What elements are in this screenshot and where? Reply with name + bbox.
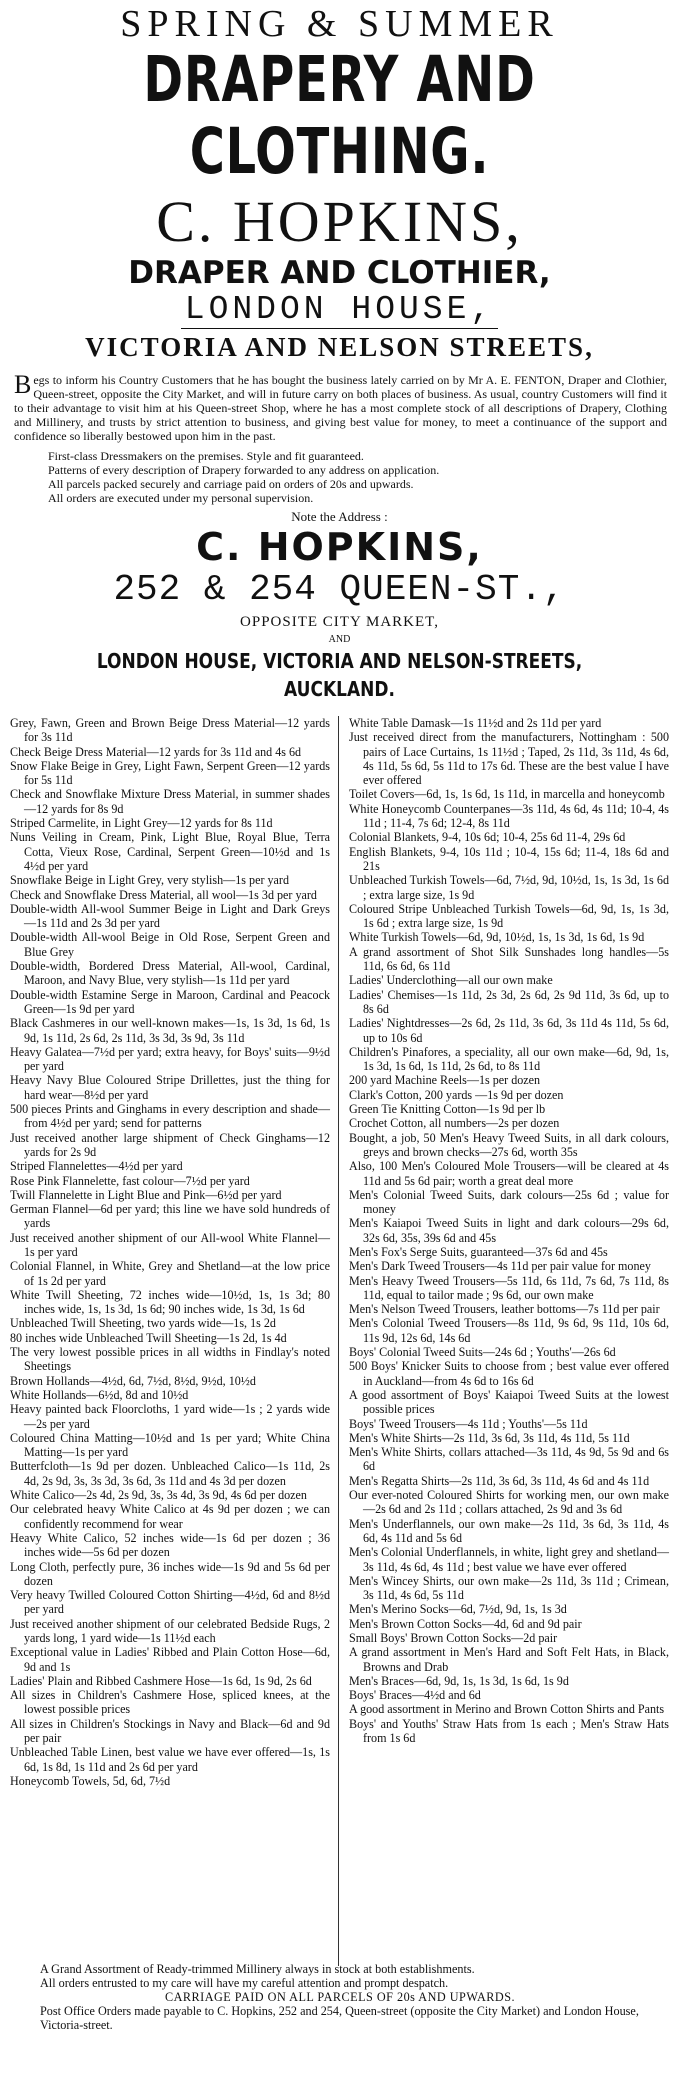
price-list-item: Double-width All-wool Summer Beige in Light and Dark Greys—1s 11d and 2s 3d per yard bbox=[10, 901, 330, 931]
intro-paragraph bbox=[14, 370, 667, 443]
footer bbox=[10, 1962, 670, 2032]
price-list-item: Clark's Cotton, 200 yards —1s 9d per dozen bbox=[349, 1087, 564, 1102]
price-list-item: Nuns Veiling in Cream, Pink, Light Blue, Royal Blue, Terra Cotta, Vieux Rose, Cardinal, Serpent Green—10½d and 1s 4½d per yard bbox=[10, 830, 330, 873]
price-list-item: Men's White Shirts, collars attached—3s 11d, 4s 9d, 5s 9d and 6s 6d bbox=[349, 1445, 669, 1474]
price-list-item: A grand assortment in Men's Hard and Soft Felt Hats, in Black, Browns and Drab bbox=[349, 1645, 669, 1674]
price-list-item: Toilet Covers—6d, 1s, 1s 6d, 1s 11d, in marcella and honeycomb bbox=[349, 787, 665, 802]
price-list-item: Men's Heavy Tweed Trousers—5s 11d, 6s 11d, 7s 6d, 7s 11d, 8s 11d, equal to tailor made ; 9s 6d, our own make bbox=[349, 1273, 669, 1302]
price-list-item: Honeycomb Towels, 5d, 6d, 7½d bbox=[10, 1773, 171, 1788]
price-list-item: A grand assortment of Shot Silk Sunshades long handles—5s 11d, 6s 6d, 6s 11d bbox=[349, 944, 669, 974]
price-list-item: Check and Snowflake Mixture Dress Material, in summer shades—12 yards for 8s 9d bbox=[10, 787, 330, 816]
price-list-item: Men's Nelson Tweed Trousers, leather bottoms—7s 11d per pair bbox=[349, 1302, 660, 1317]
note-line: All orders are executed under my personal supervision. bbox=[48, 491, 314, 505]
price-list-item: Ladies' Nightdresses—2s 6d, 2s 11d, 3s 6d, 3s 11d 4s 11d, 5s 6d, up to 10s 6d bbox=[349, 1016, 669, 1045]
price-list-item: Colonial Flannel, in White, Grey and Shetland—at the low price of 1s 2d per yard bbox=[10, 1259, 330, 1288]
price-list-item: Bought, a job, 50 Men's Heavy Tweed Suits, in all dark colours, greys and brown checks—27s 6d, worth 35s bbox=[349, 1130, 669, 1159]
price-list-item: Also, 100 Men's Coloured Mole Trousers—will be cleared at 4s 11d and 5s 6d pair; worth a great deal more bbox=[349, 1159, 669, 1188]
price-list-item: 200 yard Machine Reels—1s per dozen bbox=[349, 1073, 541, 1088]
footer-orders: All orders entrusted to my care will have my careful attention and prompt despatch. bbox=[40, 1976, 449, 1990]
price-list-item: Striped Flannelettes—4½d per yard bbox=[10, 1159, 183, 1174]
intro-text: egs to inform his Country Customers that he has bought the business lately carried on by Mr A. E. FENTON, Draper and Clothier, Queen-street, opposite the City Market, and will in future carry on both places of business. As usual, country Customers will find it to their advantage to visit him at his Queen-street Shop, where he has a most complete stock of all descriptions of Drapery, Clothing and Millinery, and trusts by strict attention to business, and giving best value for money, to meet a continuance of the support and confidence so liberally bestowed upon him in the past. bbox=[14, 373, 667, 443]
intro-dropcap: B bbox=[14, 370, 32, 399]
service-notes bbox=[48, 449, 679, 505]
headline-drapery-clothing: DRAPERY AND CLOTHING. bbox=[143, 43, 536, 188]
price-list-item: Ladies' Plain and Ribbed Cashmere Hose—1s 6d, 1s 9d, 2s 6d bbox=[10, 1673, 312, 1688]
price-list-item: The very lowest possible prices in all widths in Findlay's noted Sheetings bbox=[10, 1345, 330, 1374]
note-line: All parcels packed securely and carriage paid on orders of 20s and upwards. bbox=[48, 477, 414, 491]
price-list-item: Grey, Fawn, Green and Brown Beige Dress Material—12 yards for 3s 11d bbox=[10, 716, 330, 745]
price-list-item: White Honeycomb Counterpanes—3s 11d, 4s 6d, 4s 11d; 10-4, 4s 11d ; 11-4, 7s 6d; 12-4, 8s 11d bbox=[349, 801, 669, 831]
address-opposite: OPPOSITE CITY MARKET, bbox=[240, 614, 439, 630]
price-list-item: 500 Boys' Knicker Suits to choose from ; best value ever offered in Auckland—from 4s 6d to 16s 6d bbox=[349, 1359, 669, 1388]
price-list-item: Colonial Blankets, 9-4, 10s 6d; 10-4, 25s 6d 11-4, 29s 6d bbox=[349, 830, 626, 845]
note-line: First-class Dressmakers on the premises. Style and fit guaranteed. bbox=[48, 449, 364, 463]
price-list-item: All sizes in Children's Cashmere Hose, spliced knees, at the lowest possible prices bbox=[10, 1688, 330, 1717]
price-list-item: Snowflake Beige in Light Grey, very stylish—1s per yard bbox=[10, 873, 289, 888]
price-list-item: Long Cloth, perfectly pure, 36 inches wide—1s 9d and 5s 6d per dozen bbox=[10, 1559, 330, 1588]
headline-house-wrap bbox=[0, 292, 679, 329]
headline-london-house: LONDON HOUSE, bbox=[181, 292, 498, 329]
price-list-item: Just received another large shipment of Check Ginghams—12 yards for 2s 9d bbox=[10, 1130, 330, 1159]
headline-streets: VICTORIA AND NELSON STREETS, bbox=[85, 332, 594, 362]
price-list-item: Heavy White Calico, 52 inches wide—1s 6d per dozen ; 36 inches wide—5s 6d per dozen bbox=[10, 1530, 330, 1560]
price-list-item: Crochet Cotton, all numbers—2s per dozen bbox=[349, 1116, 560, 1131]
price-list-item: Men's Underflannels, our own make—2s 11d, 3s 6d, 3s 11d, 4s 6d, 4s 11d and 5s 6d bbox=[349, 1516, 669, 1545]
price-list-item: Snow Flake Beige in Grey, Light Fawn, Serpent Green—12 yards for 5s 11d bbox=[10, 758, 330, 788]
price-list-item: Boys' Braces—4½d and 6d bbox=[349, 1688, 481, 1703]
price-list-item: English Blankets, 9-4, 10s 11d ; 10-4, 15s 6d; 11-4, 18s 6d and 21s bbox=[349, 844, 669, 873]
price-list-item: White Table Damask—1s 11½d and 2s 11d per yard bbox=[349, 716, 602, 730]
price-list-item: Men's Colonial Underflannels, in white, light grey and shetland—3s 11d, 4s 6d, 4s 11d ; best value we have ever offered bbox=[349, 1545, 669, 1574]
price-list-item: Ladies' Chemises—1s 11d, 2s 3d, 2s 6d, 2s 9d 11d, 3s 6d, up to 8s 6d bbox=[349, 987, 669, 1016]
price-list-item: Our ever-noted Coloured Shirts for working men, our own make—2s 6d and 2s 11d ; collars attached, 2s 9d and 3s 6d bbox=[349, 1488, 669, 1517]
price-list-item: Children's Pinafores, a speciality, all our own make—6d, 9d, 1s, 1s 3d, 1s 6d, 1s 11d, 2s 6d, to 8s 11d bbox=[349, 1044, 669, 1074]
headline-spring-summer: SPRING & SUMMER bbox=[120, 3, 559, 45]
price-list-item: White Twill Sheeting, 72 inches wide—10½d, 1s, 1s 3d; 80 inches wide, 1s, 1s 3d, 1s 6d; 90 inches wide, 1s 3d, 1s 6d bbox=[10, 1287, 330, 1317]
headline-merchant-name: C. HOPKINS, bbox=[156, 189, 523, 254]
price-list-item: 80 inches wide Unbleached Twill Sheeting—1s 2d, 1s 4d bbox=[10, 1330, 287, 1345]
price-list-item: 500 pieces Prints and Ginghams in every description and shade—from 4½d per yard; send for patterns bbox=[10, 1102, 330, 1131]
footer-post-office: Post Office Orders made payable to C. Hopkins, 252 and 254, Queen-street (opposite the City Market) and London House, Victoria-street. bbox=[40, 2004, 639, 2032]
price-list-item: Boys' and Youths' Straw Hats from 1s each ; Men's Straw Hats from 1s 6d bbox=[349, 1716, 669, 1746]
price-list-item: Men's Braces—6d, 9d, 1s, 1s 3d, 1s 6d, 1s 9d bbox=[349, 1673, 569, 1688]
price-list-item: Just received another shipment of our All-wool White Flannel—1s per yard bbox=[10, 1230, 330, 1259]
price-list-item: Men's Colonial Tweed Trousers—8s 11d, 9s 6d, 9s 11d, 10s 6d, 11s 9d, 12s 6d, 14s 6d bbox=[349, 1316, 669, 1345]
price-list-item: Coloured China Matting—10½d and 1s per yard; White China Matting—1s per yard bbox=[10, 1430, 330, 1460]
price-list-item: Unbleached Turkish Towels—6d, 7½d, 9d, 10½d, 1s, 1s 3d, 1s 6d ; extra large size, 1s 9d bbox=[349, 873, 669, 902]
price-list-item: Ladies' Underclothing—all our own make bbox=[349, 973, 553, 988]
price-list-left-column bbox=[10, 716, 338, 1966]
price-list-item: Heavy Navy Blue Coloured Stripe Drillettes, just the thing for hard wear—8½d per yard bbox=[10, 1073, 330, 1102]
price-list-item: Heavy Galatea—7½d per yard; extra heavy, for Boys' suits—9½d per yard bbox=[10, 1044, 330, 1074]
price-list-item: Men's Merino Socks—6d, 7½d, 9d, 1s, 1s 3d bbox=[349, 1602, 567, 1617]
price-list-item: All sizes in Children's Stockings in Navy and Black—6d and 9d per pair bbox=[10, 1716, 330, 1746]
price-list-item: Check and Snowflake Dress Material, all wool—1s 3d per yard bbox=[10, 887, 317, 902]
price-list-columns bbox=[10, 716, 670, 1966]
price-list-item: A good assortment in Merino and Brown Cotton Shirts and Pants bbox=[349, 1702, 665, 1717]
price-list-item: Men's Colonial Tweed Suits, dark colours—25s 6d ; value for money bbox=[349, 1187, 669, 1217]
price-list-item: Brown Hollands—4½d, 6d, 7½d, 8½d, 9½d, 10½d bbox=[10, 1373, 256, 1388]
price-list-item: Striped Carmelite, in Light Grey—12 yards for 8s 11d bbox=[10, 816, 273, 831]
price-list-item: Exceptional value in Ladies' Ribbed and Plain Cotton Hose—6d, 9d and 1s bbox=[10, 1645, 330, 1674]
note-line: Patterns of every description of Drapery forwarded to any address on application. bbox=[48, 463, 440, 477]
address-london-house: LONDON HOUSE, VICTORIA AND NELSON-STREETS, AUCKLAND. bbox=[96, 649, 583, 701]
price-list-item: Small Boys' Brown Cotton Socks—2d pair bbox=[349, 1631, 558, 1645]
price-list-item: Men's Kaiapoi Tweed Suits in light and dark colours—29s 6d, 32s 6d, 35s, 39s 6d and 45s bbox=[349, 1216, 669, 1245]
price-list-item: Green Tie Knitting Cotton—1s 9d per lb bbox=[349, 1102, 546, 1117]
price-list-item: Unbleached Table Linen, best value we have ever offered—1s, 1s 6d, 1s 8d, 1s 11d and 2s 6d per yard bbox=[10, 1745, 330, 1774]
headline-trade: DRAPER AND CLOTHIER, bbox=[128, 255, 551, 291]
footer-millinery: A Grand Assortment of Ready-trimmed Millinery always in stock at both establishments. bbox=[40, 1962, 475, 1976]
price-list-item: Men's Regatta Shirts—2s 11d, 3s 6d, 3s 11d, 4s 6d and 4s 11d bbox=[349, 1473, 650, 1488]
footer-carriage: CARRIAGE PAID ON ALL PARCELS OF 20s AND UPWARDS. bbox=[164, 1990, 516, 2004]
price-list-item: Heavy painted back Floorcloths, 1 yard wide—1s ; 2 yards wide—2s per yard bbox=[10, 1402, 330, 1431]
price-list-item: German Flannel—6d per yard; this line we have sold hundreds of yards bbox=[10, 1202, 330, 1231]
price-list-item: Men's White Shirts—2s 11d, 3s 6d, 3s 11d, 4s 11d, 5s 11d bbox=[349, 1430, 630, 1445]
price-list-item: Double-width Estamine Serge in Maroon, Cardinal and Peacock Green—1s 9d per yard bbox=[10, 987, 330, 1016]
price-list-item: White Calico—2s 4d, 2s 9d, 3s, 3s 4d, 3s 9d, 4s 6d per dozen bbox=[10, 1488, 307, 1503]
address-and: AND bbox=[328, 634, 351, 645]
price-list-item: Double-width, Bordered Dress Material, All-wool, Cardinal, Maroon, and Navy Blue, very stylish—1s 11d per yard bbox=[10, 959, 330, 988]
price-list-right-column bbox=[338, 716, 669, 1966]
price-list-item: Men's Brown Cotton Socks—4d, 6d and 9d pair bbox=[349, 1616, 582, 1631]
price-list-item: Unbleached Twill Sheeting, two yards wide—1s, 1s 2d bbox=[10, 1316, 276, 1331]
price-list-item: Just received another shipment of our celebrated Bedside Rugs, 2 yards long, 1 yard wide—1s 11½d each bbox=[10, 1616, 330, 1645]
price-list-item: Our celebrated heavy White Calico at 4s 9d per dozen ; we can confidently recommend for wear bbox=[10, 1502, 330, 1531]
price-list-item: Check Beige Dress Material—12 yards for 3s 11d and 4s 6d bbox=[10, 744, 302, 759]
note-the-address: Note the Address : bbox=[291, 509, 388, 524]
price-list-item: Men's Fox's Serge Suits, guaranteed—37s 6d and 45s bbox=[349, 1244, 608, 1259]
price-list-item: White Hollands—6½d, 8d and 10½d bbox=[10, 1387, 189, 1402]
price-list-item: White Turkish Towels—6d, 9d, 10½d, 1s, 1s 3d, 1s 6d, 1s 9d bbox=[349, 930, 645, 945]
price-list-item: Twill Flannelette in Light Blue and Pink—6½d per yard bbox=[10, 1187, 282, 1202]
price-list-item: Butterfcloth—1s 9d per dozen. Unbleached Calico—1s 11d, 2s 4d, 2s 9d, 3s, 3s 3d, 3s 6d, 3s 11d and 4s 3d per dozen bbox=[10, 1459, 330, 1488]
price-list-item: Black Cashmeres in our well-known makes—1s, 1s 3d, 1s 6d, 1s 9d, 1s 11d, 2s 6d, 2s 11d, 3s 3d, 3s 9d, 3s 11d bbox=[10, 1016, 330, 1045]
price-list-item: Very heavy Twilled Coloured Cotton Shirting—4½d, 6d and 8½d per yard bbox=[10, 1588, 330, 1617]
price-list-item: Boys' Colonial Tweed Suits—24s 6d ; Youths'—26s 6d bbox=[349, 1345, 616, 1360]
price-list-item: Just received direct from the manufacturers, Nottingham : 500 pairs of Lace Curtains, 1s 11½d ; Taped, 2s 11d, 3s 11d, 4s 6d, 4s 11d, 5s 6d, 5s 11d to 17s 6d. These are the best value I have ever offered bbox=[349, 730, 669, 788]
price-list-item: Boys' Tweed Trousers—4s 11d ; Youths'—5s 11d bbox=[349, 1416, 588, 1431]
price-list-item: Coloured Stripe Unbleached Turkish Towels—6d, 9d, 1s, 1s 3d, 1s 6d ; extra large size, 1s 9d bbox=[349, 901, 669, 931]
price-list-item: Men's Dark Tweed Trousers—4s 11d per pair value for money bbox=[349, 1259, 651, 1274]
address-street: 252 & 254 QUEEN-ST., bbox=[113, 569, 566, 610]
price-list-item: A good assortment of Boys' Kaiapoi Tweed Suits at the lowest possible prices bbox=[349, 1387, 669, 1417]
address-merchant-name: C. HOPKINS, bbox=[196, 525, 483, 569]
price-list-item: Double-width All-wool Beige in Old Rose, Serpent Green and Blue Grey bbox=[10, 930, 330, 959]
price-list-item: Men's Wincey Shirts, our own make—2s 11d, 3s 11d ; Crimean, 3s 11d, 4s 6d, 5s 11d bbox=[349, 1573, 669, 1603]
price-list-item: Rose Pink Flannelette, fast colour—7½d per yard bbox=[10, 1173, 250, 1188]
